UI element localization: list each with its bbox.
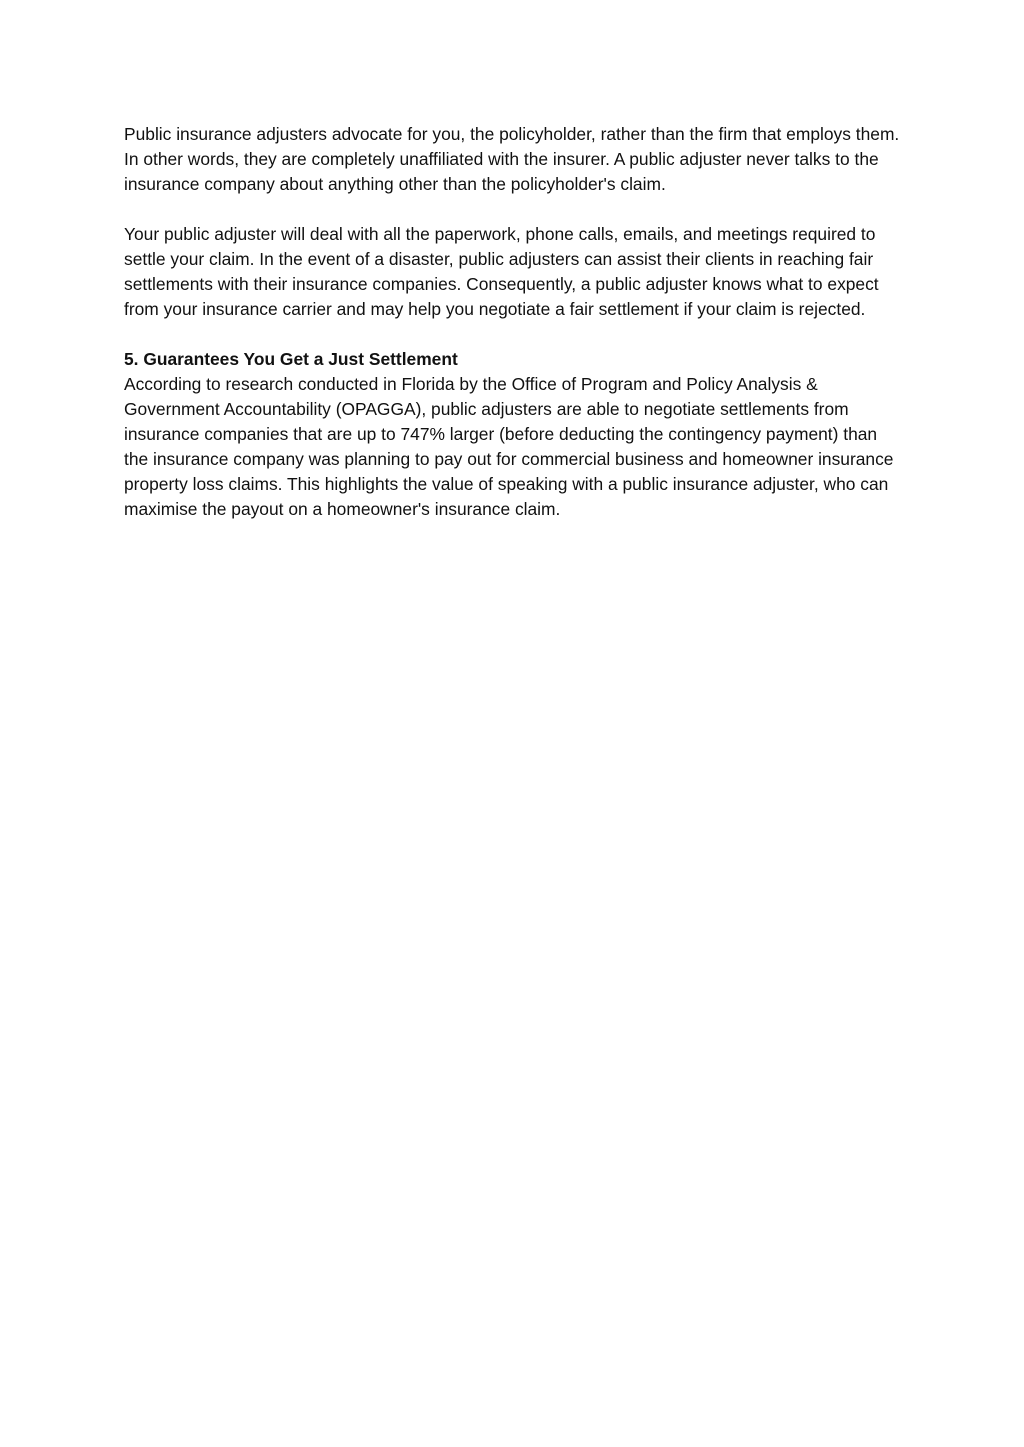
- paragraph-opagga-research: According to research conducted in Florida by the Office of Program and Policy Analysis & Government Accountability (OPAGGA), public adjusters are able to negotiate settlements from insurance companies that are up to 747% larger (before deducting the contingency payment) than the insurance company was planning to pay out for commercial business and homeowner insurance property loss claims. This highlights the value of speaking with a public insurance adjuster, who can maximise the payout on a homeowner's insurance claim.: [124, 374, 894, 519]
- section-heading-just-settlement: 5. Guarantees You Get a Just Settlement: [124, 349, 458, 369]
- document-body: [124, 122, 904, 522]
- paragraph-public-adjusters-advocate: Public insurance adjusters advocate for you, the policyholder, rather than the firm that employs them. In other words, they are completely unaffiliated with the insurer. A public adjuster never talks to the insurance company about anything other than the policyholder's claim.: [124, 124, 900, 194]
- paragraph-public-adjuster-paperwork: Your public adjuster will deal with all the paperwork, phone calls, emails, and meetings required to settle your claim. In the event of a disaster, public adjusters can assist their clients in reaching fair settlements with their insurance companies. Consequently, a public adjuster knows what to expect from your insurance carrier and may help you negotiate a fair settlement if your claim is rejected.: [124, 224, 879, 319]
